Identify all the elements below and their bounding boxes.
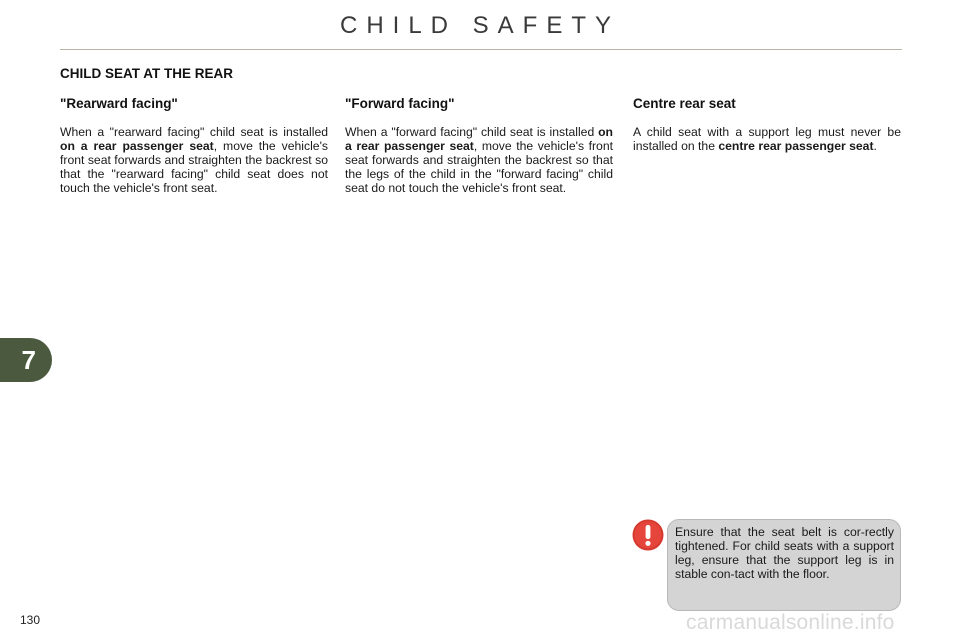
- forward-facing-text: [345, 125, 613, 195]
- rearward-facing-heading: "Rearward facing": [60, 96, 178, 111]
- forward-text-part2: , move the vehicle's front seat forwards and straighten the backrest so that the legs of the child in the "forward facing" child seat do not touch the vehicle's front seat.: [345, 139, 613, 195]
- page-number: 130: [20, 613, 41, 627]
- forward-facing-heading: "Forward facing": [345, 96, 455, 111]
- warning-box: [667, 519, 901, 611]
- forward-text-bold: on a rear passenger seat: [345, 125, 613, 153]
- centre-text-part2: .: [873, 139, 877, 153]
- chapter-tab: [0, 338, 52, 382]
- centre-text-bold: centre rear passenger seat: [718, 139, 874, 153]
- warning-text: Ensure that the seat belt is cor-rectly tightened. For child seats with a support leg, ensure that the support leg is in stable con-tact with the floor.: [675, 525, 894, 581]
- section-heading: CHILD SEAT AT THE REAR: [60, 66, 233, 81]
- page-title: CHILD SAFETY: [339, 12, 621, 39]
- column-centre-rear-seat: [633, 96, 901, 153]
- watermark: carmanualsonline.info: [686, 611, 895, 634]
- column-rearward-facing: [60, 96, 328, 195]
- rearward-text-part2: , move the vehicle's front seat forwards and straighten the backrest so that the "rearward facing" child seat does not touch the vehicle's front seat.: [60, 139, 328, 195]
- column-forward-facing: [345, 96, 613, 195]
- chapter-number: 7: [21, 344, 36, 375]
- forward-text-part1: When a "forward facing" child seat is installed: [345, 125, 599, 139]
- rearward-text-bold: on a rear passenger seat: [60, 139, 214, 153]
- centre-rear-seat-text: [633, 125, 901, 153]
- title-divider: [60, 49, 902, 50]
- rearward-facing-text: [60, 125, 328, 195]
- centre-text-part1: A child seat with a support leg must never be installed on the: [633, 125, 901, 153]
- rearward-text-part1: When a "rearward facing" child seat is installed: [60, 125, 328, 139]
- centre-rear-seat-heading: Centre rear seat: [633, 96, 736, 111]
- exclamation-icon: [632, 519, 664, 551]
